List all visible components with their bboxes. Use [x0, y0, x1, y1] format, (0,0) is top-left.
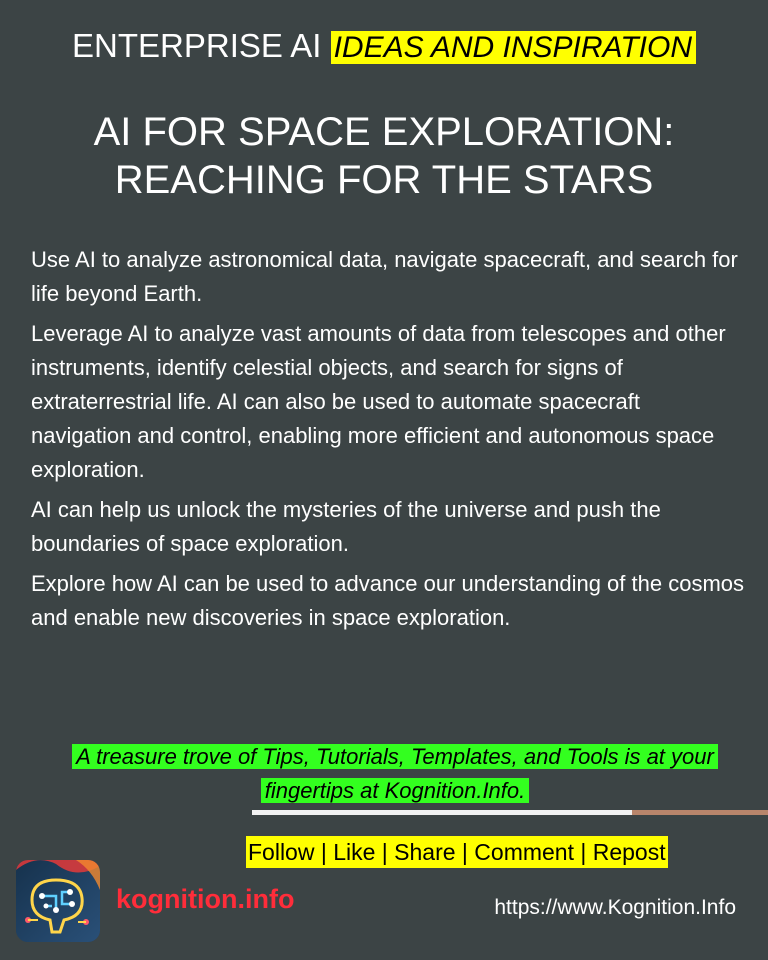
title-line-2: REACHING FOR THE STARS — [114, 158, 654, 202]
social-actions: Follow | Like | Share | Comment | Repost — [246, 836, 668, 868]
divider-accent — [632, 810, 768, 815]
divider-white — [252, 810, 632, 815]
paragraph-leverage: Leverage AI to analyze vast amounts of data from telescopes and other instruments, identify celestial objects, and search for signs of extraterrestrial life. AI can also be used to automate spacecraft navigation and control, enabling more efficient and autonomous space exploration. — [31, 321, 726, 482]
header — [0, 24, 768, 70]
page-title — [0, 108, 768, 204]
promo-text: A treasure trove of Tips, Tutorials, Templates, and Tools is at your fingertips at Kognition.Info. — [72, 744, 718, 803]
paragraph-explore: Explore how AI can be used to advance our understanding of the cosmos and enable new discoveries in space exploration. — [31, 571, 745, 630]
site-url[interactable]: https://www.Kognition.Info — [494, 896, 736, 919]
header-tagline: IDEAS AND INSPIRATION — [331, 31, 696, 64]
paragraph-mysteries: AI can help us unlock the mysteries of the universe and push the boundaries of space exploration. — [31, 497, 661, 556]
title-line-1: AI FOR SPACE EXPLORATION: — [93, 110, 675, 154]
brand-wordmark: kognition.info — [116, 884, 295, 914]
header-prefix: ENTERPRISE AI — [72, 27, 322, 64]
circuit-brain-icon — [16, 860, 100, 942]
body-text — [31, 243, 746, 641]
paragraph-intro: Use AI to analyze astronomical data, navigate spacecraft, and search for life beyond Earth. — [31, 247, 738, 306]
promo-banner — [40, 740, 750, 808]
